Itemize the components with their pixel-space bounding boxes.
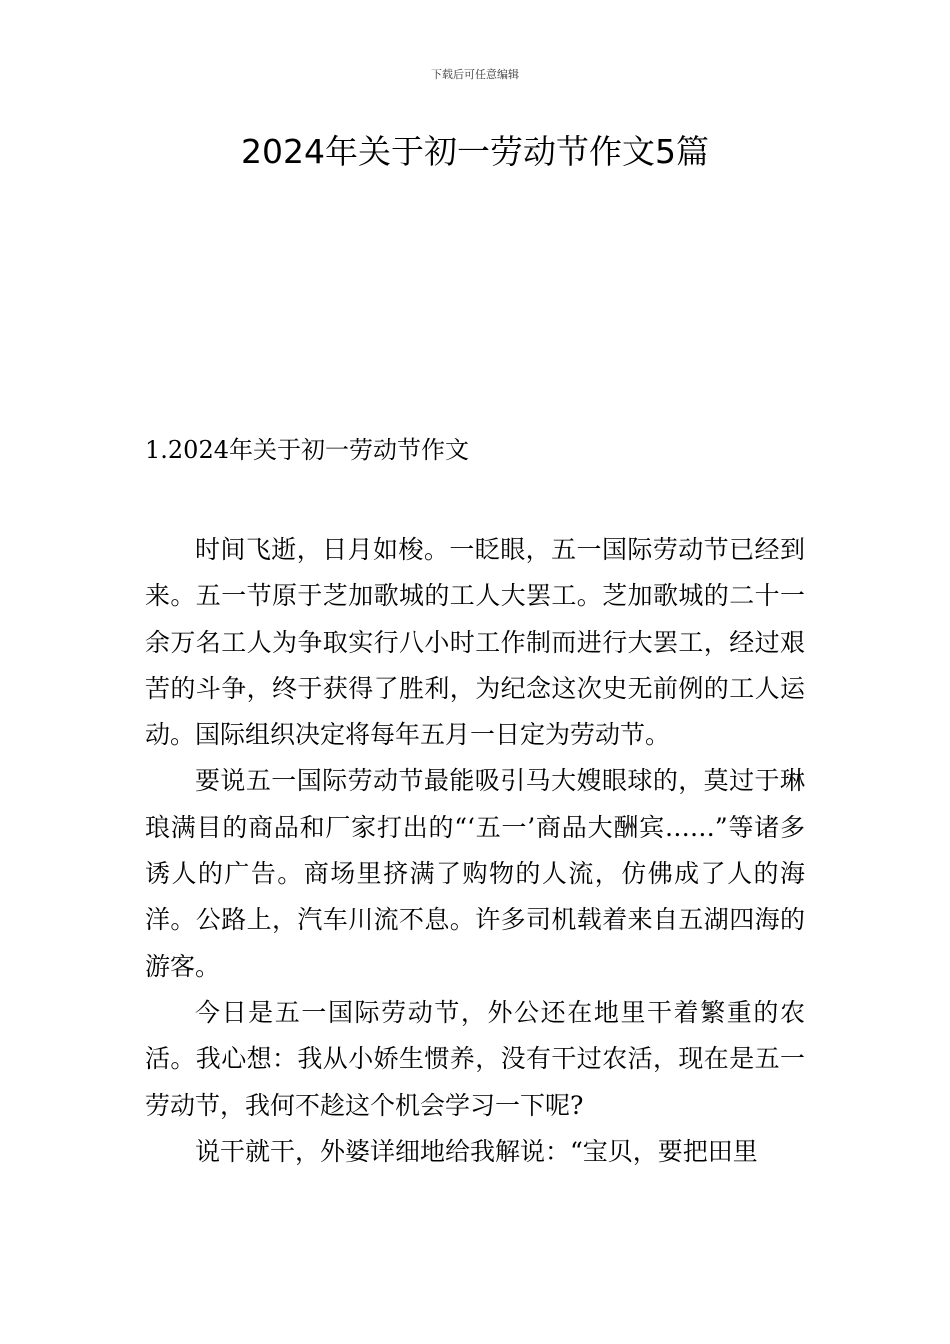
paragraph: 时间飞逝，日月如梭。一眨眼，五一国际劳动节已经到来。五一节原于芝加歌城的工人大罢工。芝加歌城的二十一余万名工人为争取实行八小时工作制而进行大罢工，经过艰苦的斗争，终于获得了胜利，为纪念这次史无前例的工人运动。国际组织决定将每年五月一日定为劳动节。 [145, 535, 805, 750]
section-heading: 1.2024年关于初一劳动节作文 [145, 436, 469, 464]
essay-body [145, 527, 805, 1175]
paragraph: 说干就干，外婆详细地给我解说：“宝贝，要把田里 [195, 1136, 758, 1166]
document-title: 2024年关于初一劳动节作文5篇 [241, 132, 709, 171]
page-header-note: 下载后可任意编辑 [431, 68, 519, 81]
paragraph: 要说五一国际劳动节最能吸引马大嫂眼球的，莫过于琳琅满目的商品和厂家打出的“‘五一’商品大酬宾……”等诸多诱人的广告。商场里挤满了购物的人流，仿佛成了人的海洋。公路上，汽车川流不息。许多司机载着来自五湖四海的游客。 [145, 766, 805, 981]
paragraph: 今日是五一国际劳动节，外公还在地里干着繁重的农活。我心想：我从小娇生惯养，没有干过农活，现在是五一劳动节，我何不趁这个机会学习一下呢? [145, 997, 805, 1120]
